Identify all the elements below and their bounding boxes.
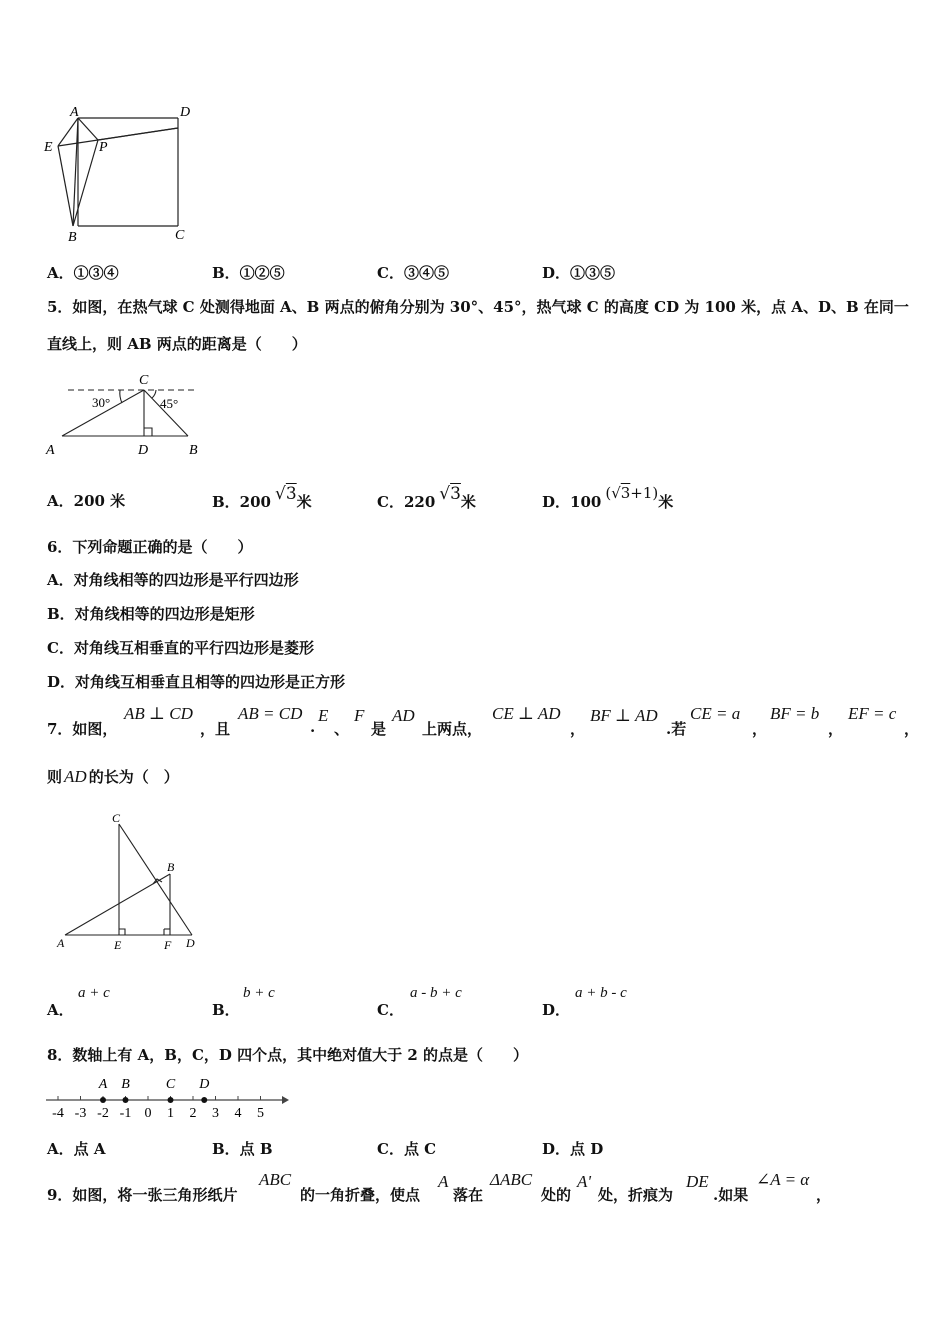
q8-option-a: A．点 A (47, 1140, 106, 1158)
point-label-a: A (98, 1077, 108, 1092)
tick-label: -2 (97, 1106, 109, 1121)
q5-option-c-radicand: 3 (450, 484, 461, 504)
q5-stem-line1: 5．如图，在热气球 C 处测得地面 A、B 两点的俯角分别为 30°、45°，热气球 C 的高度 CD 为 100 米，点 A、D、B 在同一 (47, 298, 909, 316)
q7-line2-post: 的长为（ ） (88, 768, 179, 786)
q7-option-b-label: B． (212, 1001, 240, 1019)
q7-figure (50, 806, 210, 956)
q5-option-d-radicand: 3 (620, 484, 631, 502)
point-label-c: C (165, 1077, 176, 1092)
q5-label-c: C (139, 373, 149, 388)
q7-text-2: ，且 (200, 720, 231, 738)
q4-label-p: P (99, 140, 108, 155)
q7-text-5: 是 (371, 720, 387, 738)
q5-label-d: D (138, 443, 149, 458)
q9-text-3: 落在 (453, 1186, 484, 1204)
tick-label: 2 (189, 1106, 197, 1121)
q5-figure (42, 370, 212, 462)
tick-label: 5 (257, 1106, 264, 1121)
tick-label: 3 (212, 1106, 219, 1121)
q7-math-ef-eq-c: EF = c (848, 704, 897, 723)
q4-option-d: D．①③⑤ (542, 264, 616, 282)
q7-math-ab-eq-cd: AB = CD (238, 704, 303, 723)
q7-text-1: 7．如图， (47, 720, 118, 738)
q7-line2-math: AD (64, 767, 87, 786)
q4-figure (40, 100, 200, 245)
q7-text-11: ， (904, 720, 920, 738)
q7-label-b: B (167, 860, 175, 874)
q5-angle-30: 30° (92, 395, 111, 410)
q9-math-abc: ABC (259, 1170, 292, 1189)
q8-option-d: D．点 D (542, 1140, 604, 1158)
q4-label-b: B (68, 230, 77, 245)
q7-label-f: F (164, 938, 172, 952)
q7-label-e: E (114, 938, 122, 952)
q9-text-5: 处，折痕为 (598, 1186, 674, 1204)
q8-option-c: C．点 C (377, 1140, 437, 1158)
q8-stem: 8．数轴上有 A，B，C，D 四个点，其中绝对值大于 2 的点是（ ） (47, 1046, 529, 1064)
q9-text-6: .如果 (713, 1186, 749, 1204)
q5-option-a: A．200 米 (47, 492, 126, 510)
q7-option-b-math: b + c (243, 985, 275, 1001)
q7-text-7: ， (570, 720, 586, 738)
q7-text-3: . (310, 718, 316, 736)
q5-label-a: A (46, 443, 55, 458)
q4-option-b: B．①②⑤ (212, 264, 285, 282)
q5-angle-45: 45° (160, 396, 179, 411)
q9-text-7: ， (816, 1186, 832, 1204)
radical-sign: √3 (439, 484, 461, 504)
tick-label: -4 (52, 1106, 64, 1121)
q9-text-2: 的一角折叠，使点 (300, 1186, 421, 1204)
q9-math-delta-abc: ΔABC (490, 1170, 533, 1189)
q9-text-4: 处的 (541, 1186, 572, 1204)
q7-option-d-label: D． (542, 1001, 571, 1019)
q5-option-b-radicand: 3 (285, 484, 297, 504)
q7-math-e: E (318, 706, 329, 725)
q8-number-line (42, 1074, 292, 1124)
tick-label: 4 (234, 1106, 242, 1121)
q4-option-c: C．③④⑤ (377, 264, 449, 282)
q7-option-a-math: a + c (78, 985, 110, 1001)
q6-option-d: D．对角线互相垂直且相等的四边形是正方形 (47, 673, 346, 691)
q7-option-c-label: C． (377, 1001, 404, 1019)
q5-option-b-unit: 米 (296, 493, 312, 511)
q5-label-b: B (189, 443, 198, 458)
q7-label-a: A (57, 936, 65, 950)
radical-sign: √3 (275, 484, 297, 504)
q7-math-bf-eq-b: BF = b (770, 704, 820, 723)
q5-option-c-unit: 米 (460, 493, 476, 511)
q5-option-d-unit: 米 (658, 493, 674, 511)
q4-option-a: A．①③④ (47, 264, 119, 282)
tick-label: -3 (74, 1106, 87, 1121)
point-label-b: B (121, 1077, 130, 1092)
q9-text-1: 9．如图，将一张三角形纸片 (47, 1186, 238, 1204)
q9-math-a-prime: A' (577, 1172, 592, 1191)
q7-label-c: C (112, 811, 121, 825)
tick-label: 1 (167, 1106, 174, 1121)
q7-line2-pre: 则 (47, 768, 63, 786)
q5-stem-line2: 直线上，则 AB 两点的距离是（ ） (47, 335, 307, 353)
q7-text-4: 、 (334, 720, 350, 738)
q4-label-c: C (175, 228, 185, 243)
q9-math-de: DE (686, 1172, 709, 1191)
q6-option-c: C．对角线互相垂直的平行四边形是菱形 (47, 639, 314, 657)
q7-text-8: .若 (666, 720, 687, 738)
q6-option-b: B．对角线相等的四边形是矩形 (47, 605, 255, 623)
q7-math-ce-eq-a: CE = a (690, 704, 741, 723)
q7-math-ad: AD (392, 706, 415, 725)
q7-text-10: ， (828, 720, 844, 738)
q7-option-a-label: A． (47, 1001, 74, 1019)
q4-label-d: D (180, 105, 191, 120)
point-c (168, 1097, 174, 1103)
paren-open: ( (605, 484, 612, 502)
q4-label-a: A (70, 105, 79, 120)
q5-option-d-prefix: D．100 (542, 493, 602, 511)
paren-close: +1) (630, 484, 659, 502)
q7-text-6: 上两点， (422, 720, 483, 738)
q7-option-c-math: a - b + c (410, 985, 462, 1001)
point-label-d: D (199, 1077, 210, 1092)
q4-label-e: E (44, 140, 53, 155)
q7-math-ce-perp-ad: CE ⊥ AD (492, 704, 561, 723)
q7-option-d-math: a + b - c (575, 985, 627, 1001)
q9-math-a: A (438, 1172, 449, 1191)
q7-math-f: F (354, 706, 365, 725)
tick-label: -1 (119, 1106, 132, 1121)
q7-label-d: D (186, 936, 195, 950)
point-b (123, 1097, 129, 1103)
tick-label: 0 (144, 1106, 152, 1121)
q5-option-c (377, 476, 476, 512)
q5-option-b (212, 476, 312, 512)
q8-option-b: B．点 B (212, 1140, 273, 1158)
q5-option-d (542, 476, 673, 512)
q6-stem: 6．下列命题正确的是（ ） (47, 538, 253, 556)
q9-math-angle-a: ∠A = α (756, 1170, 810, 1189)
q7-text-9: ， (752, 720, 768, 738)
q7-math-bf-perp-ad: BF ⊥ AD (590, 706, 658, 725)
point-a (100, 1097, 106, 1103)
q5-option-b-prefix: B．200 (212, 493, 271, 511)
q5-option-d-expr: (√3+1) (605, 484, 659, 502)
q7-line2 (47, 766, 179, 787)
q6-option-a: A．对角线相等的四边形是平行四边形 (47, 571, 299, 589)
point-d (201, 1097, 207, 1103)
q5-option-c-prefix: C．220 (377, 493, 436, 511)
q7-math-ab-perp-cd: AB ⊥ CD (124, 704, 193, 723)
